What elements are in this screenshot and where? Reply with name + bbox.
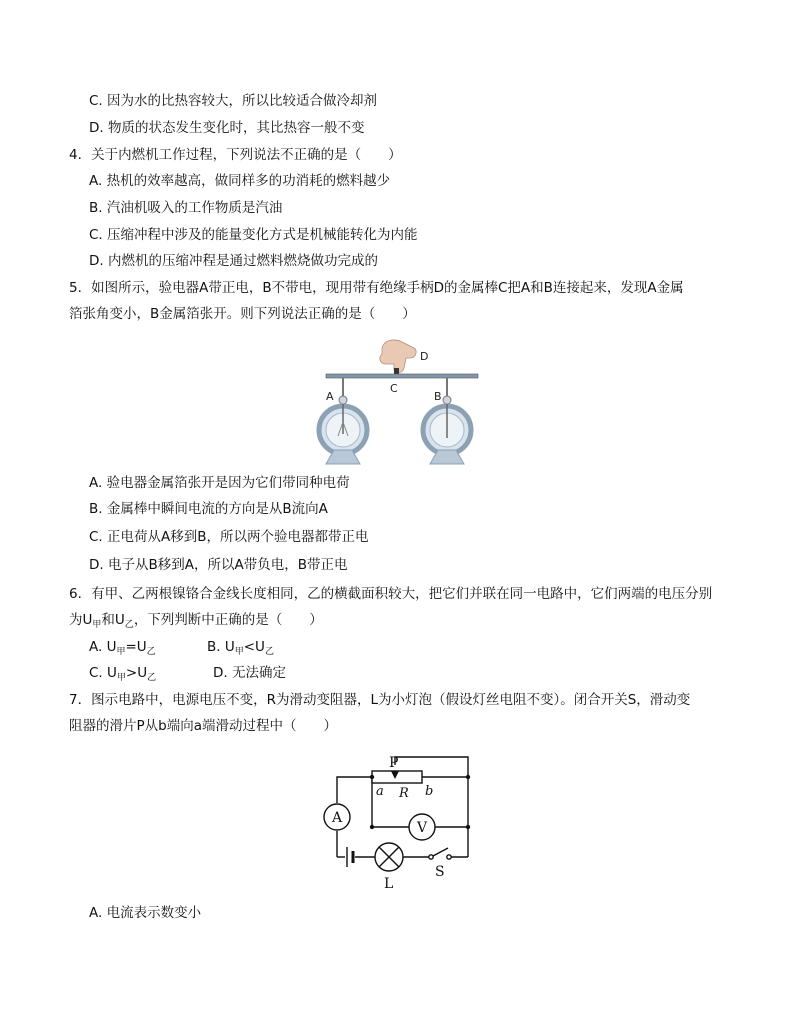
label-switch: S (435, 864, 445, 880)
label-c: C (390, 382, 398, 395)
q6-option-d: D. 无法确定 (213, 665, 286, 681)
q4-option-a: A. 热机的效率越高，做同样多的功消耗的燃料越少 (89, 173, 391, 189)
q6-option-a: A. $U_甲=U_乙$ (89, 639, 156, 657)
hand-icon (380, 340, 416, 376)
q5-stem-line2: 箔张角变小，B金属箔张开。则下列说法正确的是（ ） (69, 306, 416, 322)
label-voltmeter: V (417, 820, 428, 836)
lamp-icon (375, 843, 403, 871)
label-b: B (434, 390, 442, 403)
label-ammeter: A (332, 810, 343, 826)
q7-stem-line2: 阻器的滑片P从b端向a端滑动过程中（ ） (69, 718, 337, 734)
q6-option-b: B. $U_甲<U_乙$ (207, 639, 274, 657)
electroscope-b (423, 378, 471, 464)
q4-option-c: C. 压缩冲程中涉及的能量变化方式是机械能转化为内能 (89, 227, 418, 243)
label-d: D (420, 350, 429, 363)
q3-option-c: C. 因为水的比热容较大，所以比较适合做冷却剂 (89, 93, 378, 109)
q7-stem-line1: 7．图示电路中，电源电压不变，R为滑动变阻器，L为小灯泡（假设灯丝电阻不变）。闭合开关S，滑动变 (69, 692, 691, 708)
q3-option-d: D. 物质的状态发生变化时，其比热容一般不变 (89, 120, 365, 136)
label-r: R (399, 786, 409, 801)
q5-option-b: B. 金属棒中瞬间电流的方向是从B流向A (89, 501, 328, 517)
battery-icon (347, 847, 353, 867)
q5-option-a: A. 验电器金属箔张开是因为它们带同种电荷 (89, 475, 350, 491)
q6-stem-line2: 为$U_甲$和$U_乙$，下列判断中正确的是（ ） (69, 612, 323, 630)
label-a-end: a (376, 784, 384, 799)
q6-stem-line1: 6．有甲、乙两根镍铬合金线长度相同，乙的横截面积较大，把它们并联在同一电路中，它们两端的电压分别 (69, 586, 713, 602)
q6-option-c: C. $U_甲>U_乙$ (89, 665, 157, 683)
q7-option-a: A. 电流表示数变小 (89, 905, 202, 921)
q5-stem-line1: 5．如图所示，验电器A带正电，B不带电，现用带有绝缘手柄D的金属棒C把A和B连接起来，发现A金属 (69, 280, 684, 296)
label-lamp: L (384, 876, 394, 892)
circuit-diagram (315, 745, 485, 895)
label-p: P (389, 755, 399, 771)
q5-option-c: C. 正电荷从A移到B，所以两个验电器都带正电 (89, 529, 369, 545)
q5-option-d: D. 电子从B移到A，所以A带负电，B带正电 (89, 557, 348, 573)
q4-option-b: B. 汽油机吸入的工作物质是汽油 (89, 200, 283, 216)
metal-rod (326, 374, 478, 378)
label-a: A (326, 390, 334, 403)
switch-icon (429, 848, 451, 859)
q4-stem: 4．关于内燃机工作过程，下列说法不正确的是（ ） (69, 147, 402, 163)
label-b-end: b (425, 784, 434, 799)
q4-option-d: D. 内燃机的压缩冲程是通过燃料燃烧做功完成的 (89, 253, 378, 269)
electroscope-figure (310, 334, 490, 469)
